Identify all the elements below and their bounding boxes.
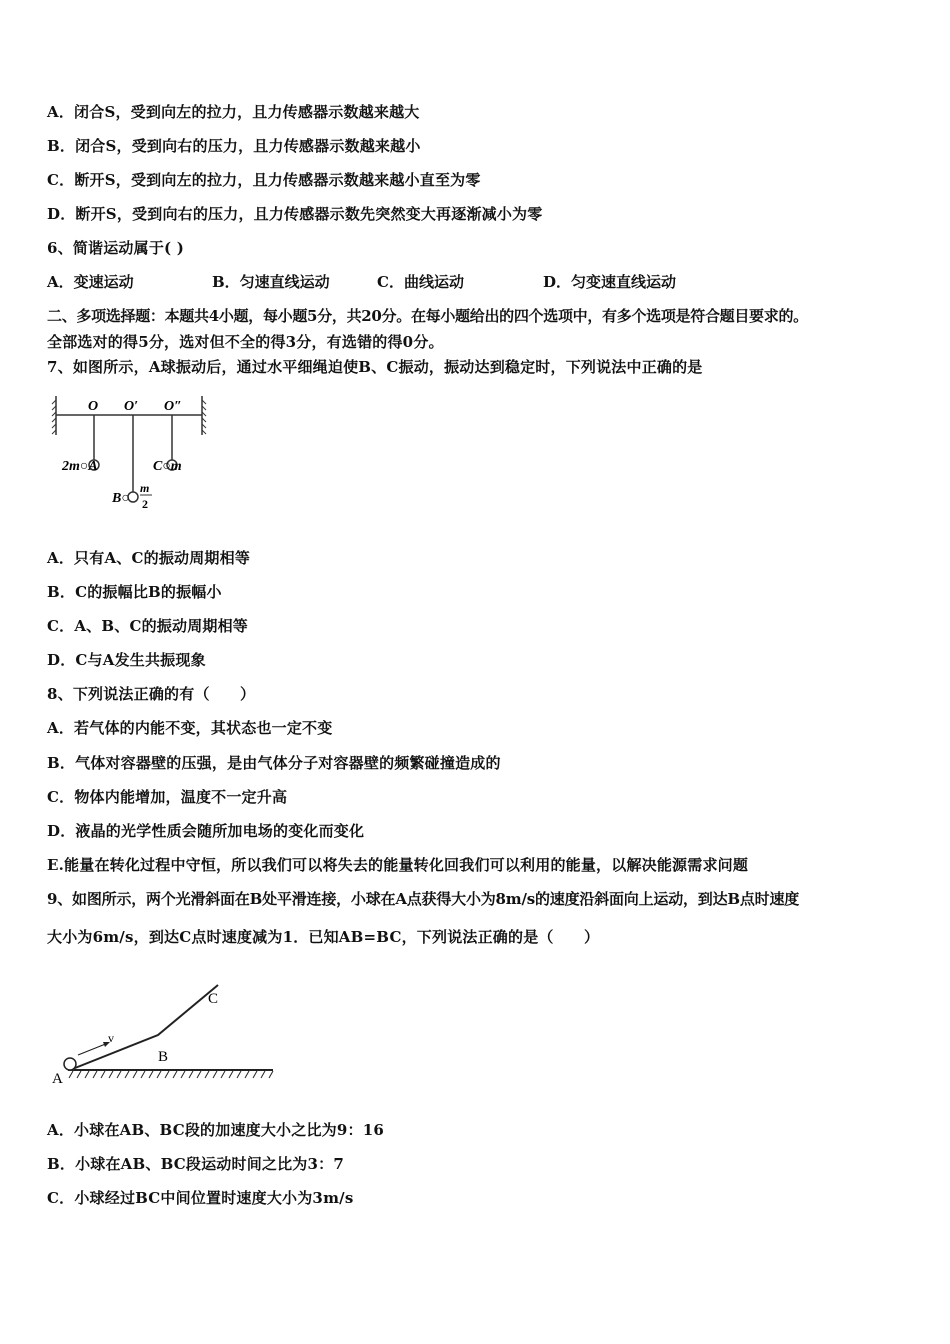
- q8-option-d: D．液晶的光学性质会随所加电场的变化而变化: [47, 822, 365, 840]
- label-o-prime: O′: [124, 399, 139, 414]
- q8-option-c: C．物体内能增加，温度不一定升高: [47, 788, 288, 806]
- label-mass-m: m: [140, 481, 150, 495]
- q8-option-b: B．气体对容器壁的压强，是由气体分子对容器壁的频繁碰撞造成的: [47, 754, 501, 772]
- q8-option-e: E.能量在转化过程中守恒，所以我们可以将失去的能量转化回我们可以利用的能量，以解决能源需求问题: [47, 856, 749, 874]
- label-ball-a: 2m○A: [62, 459, 98, 474]
- q6-stem: 6、简谐运动属于( ): [47, 239, 185, 257]
- q9-incline-figure: [48, 975, 278, 1090]
- q5-option-c: C．断开S，受到向左的拉力，且力传感器示数越来越小直至为零: [47, 171, 481, 189]
- q9-option-c: C．小球经过BC中间位置时速度大小为3m/s: [47, 1189, 354, 1207]
- q6-option-c: C．曲线运动: [377, 273, 464, 291]
- q7-stem: 7、如图所示，A球振动后，通过水平细绳迫使B、C振动，振动达到稳定时，下列说法中正确的是: [47, 358, 703, 376]
- q9-option-a: A．小球在AB、BC段的加速度大小之比为9：16: [47, 1121, 384, 1139]
- q7-option-c: C．A、B、C的振动周期相等: [47, 617, 248, 635]
- label-mass-2: 2: [142, 497, 148, 511]
- q8-option-a: A．若气体的内能不变，其状态也一定不变: [47, 719, 333, 737]
- label-ball-c: C○m: [153, 459, 182, 474]
- section2-heading: 二、多项选择题：本题共4小题，每小题5分，共20分。在每小题给出的四个选项中，有多个选项是符合题目要求的。: [47, 307, 808, 325]
- q9-option-b: B．小球在AB、BC段运动时间之比为3：7: [47, 1155, 344, 1173]
- label-point-b: B: [158, 1049, 169, 1065]
- q6-option-b: B．匀速直线运动: [212, 273, 330, 291]
- q7-option-a: A．只有A、C的振动周期相等: [47, 549, 251, 567]
- q7-pendulum-figure: [50, 390, 220, 515]
- q7-option-b: B．C的振幅比B的振幅小: [47, 583, 222, 601]
- q5-option-d: D．断开S，受到向右的压力，且力传感器示数先突然变大再逐渐减小为零: [47, 205, 543, 223]
- label-o: O: [88, 399, 99, 414]
- label-o-double-prime: O″: [164, 399, 182, 414]
- label-point-c: C: [208, 991, 219, 1007]
- q9-stem-line1: 9、如图所示，两个光滑斜面在B处平滑连接，小球在A点获得大小为8m/s的速度沿斜面向上运动，到达B点时速度: [47, 890, 800, 908]
- q5-option-a: A．闭合S，受到向左的拉力，且力传感器示数越来越大: [47, 103, 420, 121]
- q8-stem: 8、下列说法正确的有（ ）: [47, 685, 256, 703]
- q6-option-a: A．变速运动: [47, 273, 134, 291]
- label-ball-b: B○: [112, 491, 130, 506]
- q9-stem-line2: 大小为6m/s，到达C点时速度减为1．已知AB=BC，下列说法正确的是（ ）: [47, 928, 600, 946]
- label-velocity-v: v: [108, 1031, 114, 1045]
- q5-option-b: B．闭合S，受到向右的压力，且力传感器示数越来越小: [47, 137, 421, 155]
- section2-scoring: 全部选对的得5分，选对但不全的得3分，有选错的得0分。: [47, 333, 444, 351]
- q6-option-d: D．匀变速直线运动: [543, 273, 677, 291]
- label-point-a: A: [52, 1071, 63, 1087]
- q7-option-d: D．C与A发生共振现象: [47, 651, 206, 669]
